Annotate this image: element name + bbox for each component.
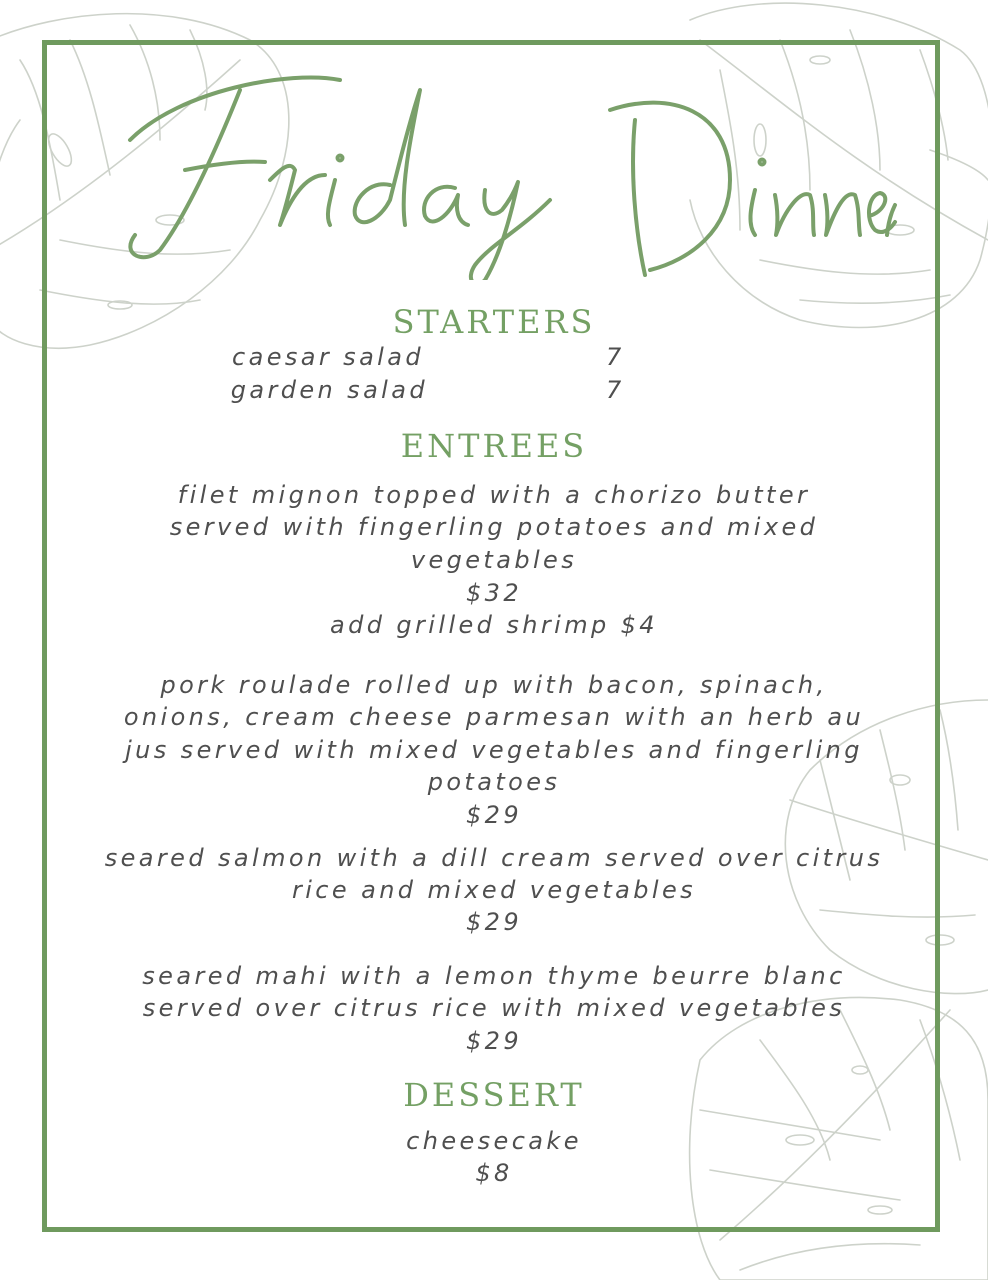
entree-description-line: vegetables [410, 546, 578, 574]
starter-item [60, 374, 928, 406]
entree-description-line: onions, cream cheese parmesan with an herb au [123, 703, 865, 731]
entree-description-line: served over citrus rice with mixed vegetables [142, 994, 846, 1022]
entree-price: $29 [465, 1027, 522, 1055]
starter-price: 7 [606, 376, 625, 404]
entree-description-line: filet mignon topped with a chorizo butter [177, 481, 811, 509]
starters-heading: STARTERS [392, 303, 596, 341]
entree-description-line: seared mahi with a lemon thyme beurre blanc [142, 962, 846, 990]
entree-description-line: potatoes [427, 768, 561, 796]
entree-description-line: jus served with mixed vegetables and fingerling [125, 736, 863, 764]
entree-description-line: pork roulade rolled up with bacon, spinach, [160, 671, 828, 699]
entree-description-line: served with fingerling potatoes and mixed [169, 513, 819, 541]
starter-name: caesar salad [232, 343, 424, 371]
menu-body [60, 0, 928, 1280]
entree-price: $29 [465, 908, 522, 936]
entree-price: $32 [465, 579, 522, 607]
starter-name: garden salad [230, 376, 428, 404]
entree-description-line: rice and mixed vegetables [291, 876, 697, 904]
dessert-heading: DESSERT [403, 1076, 585, 1114]
entree-addon: add grilled shrimp $4 [330, 611, 658, 639]
starter-item [60, 341, 928, 373]
dessert-name: cheesecake [406, 1127, 582, 1155]
entree-price: $29 [465, 801, 522, 829]
starter-price: 7 [606, 343, 625, 371]
entrees-heading: ENTREES [400, 427, 588, 465]
dessert-price: $8 [475, 1159, 513, 1187]
entree-description-line: seared salmon with a dill cream served over citrus [104, 844, 884, 872]
